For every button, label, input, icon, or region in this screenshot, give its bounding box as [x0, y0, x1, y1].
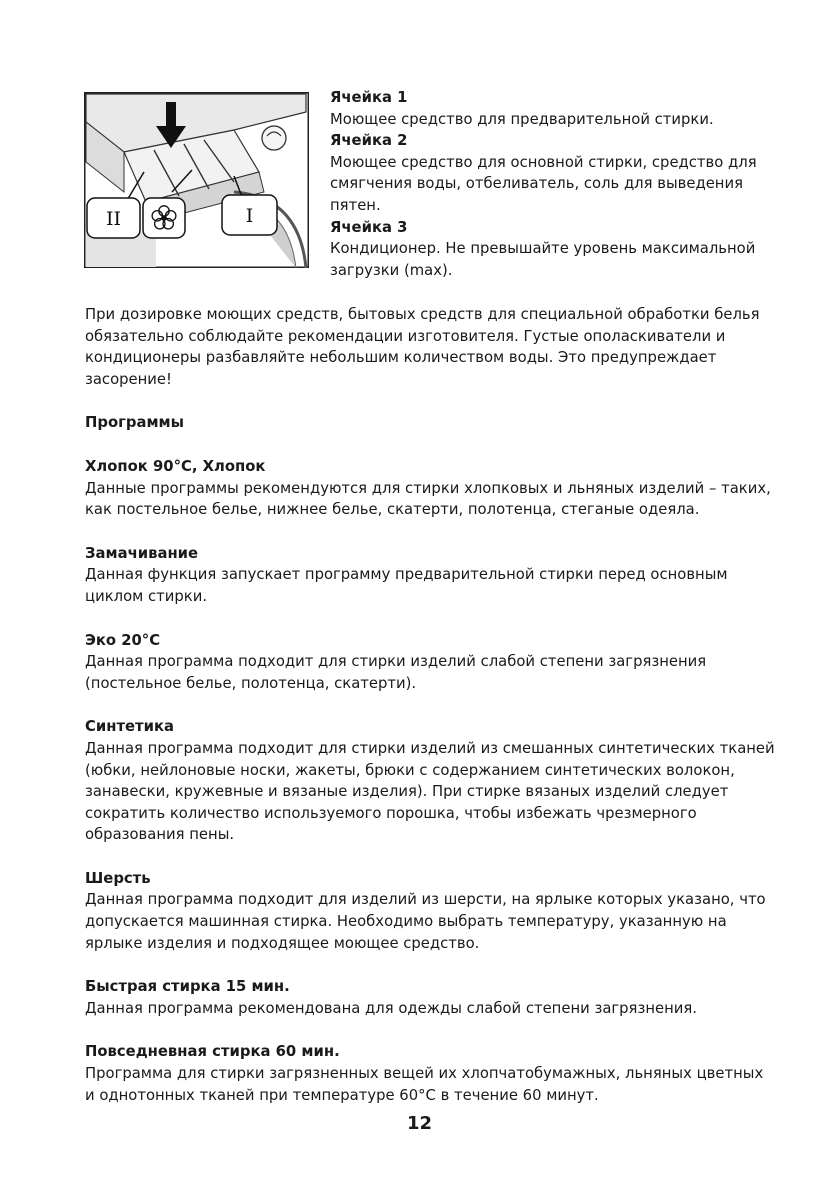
programs-heading: Программы	[85, 414, 185, 432]
program-description: Данная программа рекомендована для одежды слабой степени загрязнения.	[85, 999, 698, 1017]
program-description: Данные программы рекомендуются для стирки хлопковых и льняных изделий – таких, как постельное белье, нижнее белье, скатерти, полотенца, стеганые одеяла.	[85, 479, 771, 519]
program-description: Данная программа подходит для стирки изделий слабой степени загрязнения (постельное белье, полотенца, скатерти).	[85, 653, 707, 692]
program-description: Программа для стирки загрязненных вещей их хлопчатобумажных, льняных цветных и однотонных тканей при температуре 60°C в течение 60 минут.	[85, 1065, 764, 1104]
program-title: Замачивание	[85, 544, 199, 562]
cell-2-text: Моющее средство для основной стирки, средство для смягчения воды, отбеливатель, соль для выведения пятен.	[330, 153, 757, 214]
program-title: Синтетика	[85, 718, 175, 736]
cell-1-label: I	[245, 205, 254, 227]
cell-1-title: Ячейка 1	[330, 89, 408, 106]
cell-2-label: II	[105, 208, 122, 230]
program-title: Хлопок 90°C, Хлопок	[85, 457, 266, 475]
cell-1-text: Моющее средство для предварительной стирки.	[330, 110, 714, 128]
program-description: Данная функция запускает программу предварительной стирки перед основным циклом стирки.	[85, 566, 728, 605]
program-title: Быстрая стирка 15 мин.	[85, 978, 290, 996]
compartment-descriptions	[330, 87, 790, 281]
program-description: Данная программа подходит для стирки изделий из смешанных синтетических тканей (юбки, нейлоновые носки, жакеты, брюки с содержанием синтетических волокон, занавески, кружевные и вязаные изделия). При стирке вязаных изделий следует сократить количество используемого порошка, чтобы избежать чрезмерного образования пены.	[85, 739, 775, 844]
program-description: Данная программа подходит для изделий из шерсти, на ярлыке которых указано, что допускается машинная стирка. Необходимо выбрать температуру, указанную на ярлыке изделия и подходящее моющее средство.	[85, 891, 766, 952]
page-number: 12	[406, 1113, 433, 1134]
main-content	[85, 304, 775, 1106]
cell-3-title: Ячейка 3	[330, 218, 408, 236]
dosage-note: При дозировке моющих средств, бытовых средств для специальной обработки белья обязательно соблюдайте рекомендации изготовителя. Густые ополаскиватели и кондиционеры разбавляйте небольшим количеством воды. Это предупреждает засорение!	[85, 306, 760, 388]
detergent-drawer-illustration	[84, 92, 309, 268]
cell-2-title: Ячейка 2	[330, 132, 408, 150]
cell-3-text: Кондиционер. Не превышайте уровень максимальной загрузки (max).	[330, 240, 756, 279]
program-title: Повседневная стирка 60 мин.	[85, 1043, 340, 1061]
program-title: Шерсть	[85, 869, 151, 887]
program-title: Эко 20°C	[85, 631, 161, 649]
